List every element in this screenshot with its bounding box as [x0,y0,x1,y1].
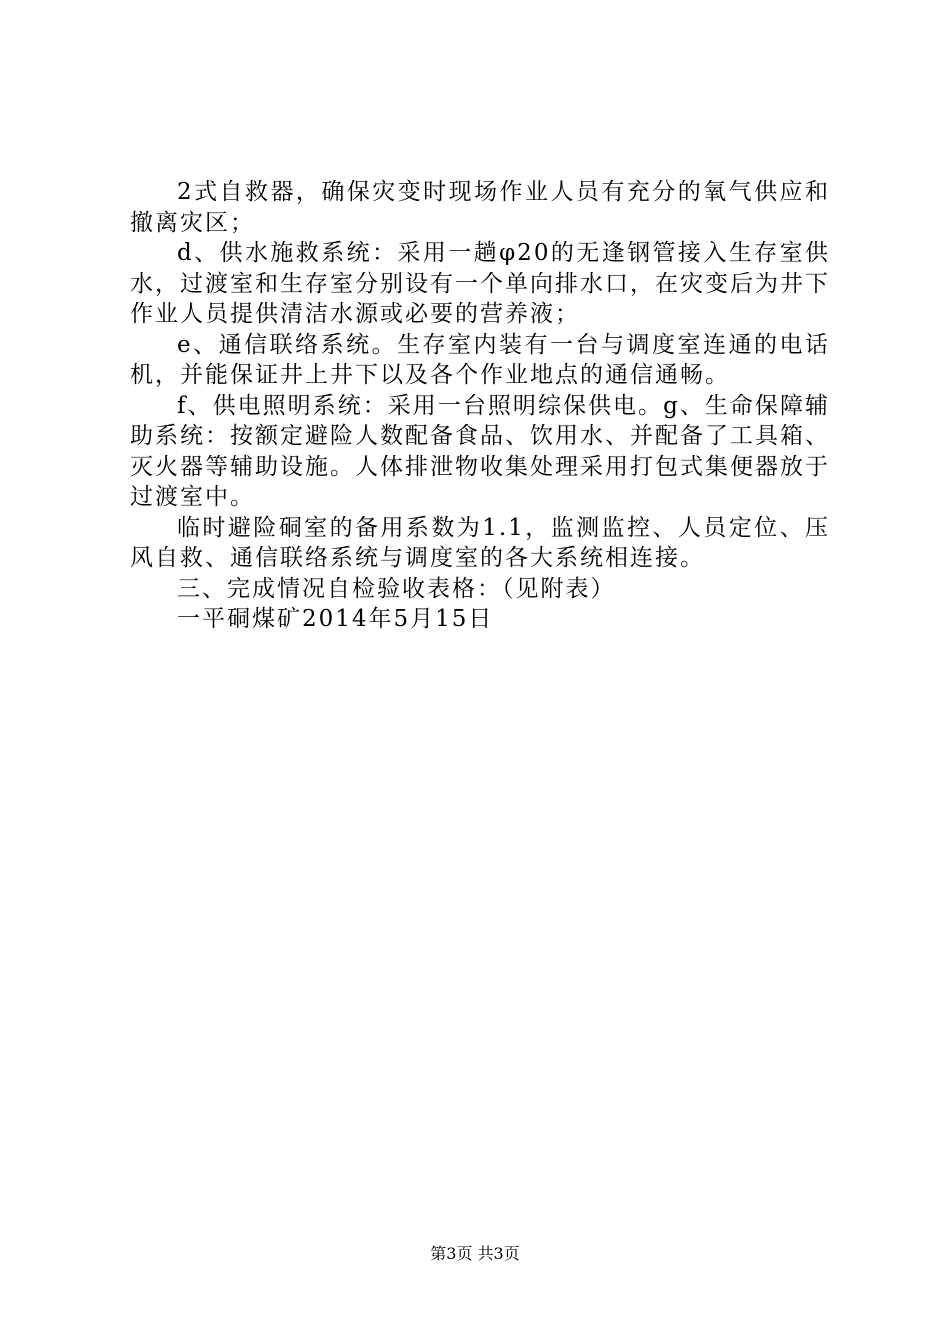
paragraph-section-three: 三、完成情况自检验收表格：（见附表） [177,575,616,602]
paragraph-power-lighting: f、供电照明系统：采用一台照明综保供电。g、生命保障辅助系统：按额定避险人数配备食品、饮用水、并配备了工具箱、灭火器等辅助设施。人体排泄物收集处理采用打包式集便器放于过渡室中。 [130,392,830,510]
paragraph-signature-date: 一平硐煤矿2014年5月15日 [177,606,494,632]
document-body [130,177,830,635]
paragraph-water-supply: d、供水施救系统：采用一趟φ20的无逢钢管接入生存室供水，过渡室和生存室分别设有一个单向排水口，在灾变后为井下作业人员提供清洁水源或必要的营养液； [130,240,830,327]
page-footer: 第3页 共3页 [430,1244,520,1263]
paragraph-backup-coefficient: 临时避险硐室的备用系数为1.1，监测监控、人员定位、压风自救、通信联络系统与调度室的各大系统相连接。 [130,514,830,571]
paragraph-self-rescuer: 2式自救器，确保灾变时现场作业人员有充分的氧气供应和撤离灾区； [130,179,830,236]
paragraph-communication: e、通信联络系统。生存室内装有一台与调度室连通的电话机，并能保证井上井下以及各个作业地点的通信通畅。 [130,331,830,388]
